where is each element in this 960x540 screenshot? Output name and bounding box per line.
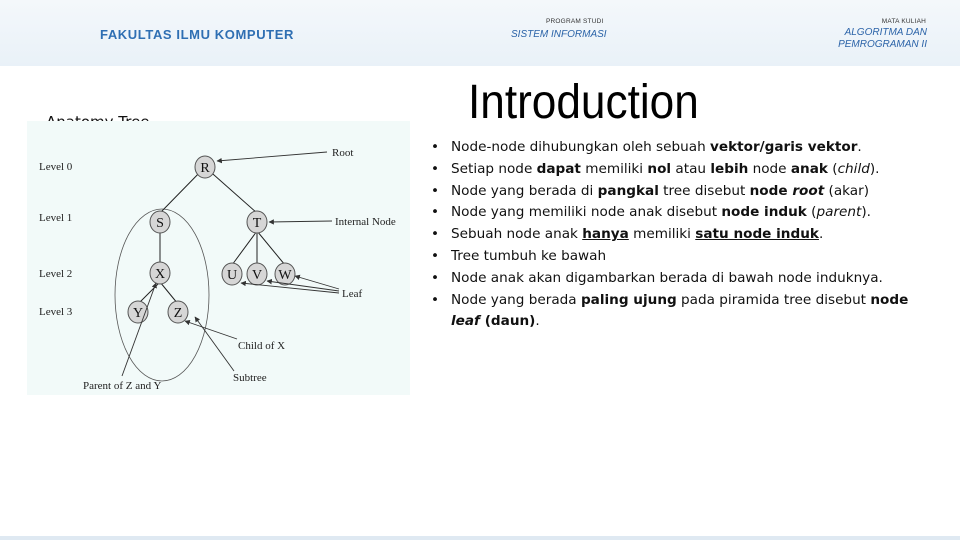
node-r-letter: R [200, 161, 210, 176]
bullet-text-segment: Node anak akan digambarkan berada di bawah node induknya. [451, 269, 883, 286]
bullet-text-segment: memiliki [628, 226, 696, 243]
level-2-label: Level 2 [39, 268, 73, 280]
bullet-text-segment: Node yang berada di [451, 182, 598, 199]
bullet-text-segment: pangkal [597, 182, 659, 199]
root-annotation: Root [332, 147, 354, 159]
course-label: MATA KULIAH [881, 18, 926, 25]
bullet-text-segment: . [818, 226, 824, 243]
program-value: SISTEM INFORMASI [511, 29, 607, 40]
bullet-text-segment: Sebuah node anak [451, 226, 583, 243]
bullet-text-segment: root [792, 182, 825, 199]
bullet-text-segment: hanya [582, 226, 629, 243]
bullet-dot: • [431, 269, 440, 286]
course-value [787, 27, 927, 51]
bullet-text-segment: Tree tumbuh ke bawah [451, 247, 607, 264]
bullet-text-segment: node [748, 160, 791, 177]
bullet-text-segment: Setiap node [451, 160, 537, 177]
bullet-dot: • [431, 226, 440, 243]
bullet-text-segment: node [749, 182, 793, 199]
bullet-dot: • [431, 291, 440, 308]
bullet-dot: • [431, 160, 440, 177]
course-value-line-1: ALGORITMA DAN [844, 27, 927, 38]
bullet-text-segment: atau [671, 160, 711, 177]
course-value-line-2: PEMROGRAMAN II [838, 39, 927, 50]
node-w-letter: W [278, 268, 292, 283]
bullet-text-segment: (daun) [479, 313, 536, 330]
node-x-letter: X [154, 267, 166, 282]
bullet-dot: • [431, 204, 440, 221]
bullet-text-segment: satu node induk [695, 226, 819, 243]
diagram-background [27, 121, 410, 395]
bullet-text-segment: vektor/garis vektor [710, 139, 858, 155]
bottom-border [0, 536, 960, 540]
node-t-letter: T [252, 216, 262, 231]
bullet-text-segment: node [870, 291, 909, 308]
slide-header [0, 0, 960, 66]
bullet-text-segment: memiliki [580, 160, 648, 177]
bullet-list [431, 137, 941, 333]
bullet-text-segment: paling ujung [580, 291, 677, 308]
level-1-label: Level 1 [39, 212, 73, 224]
bullet-dot: • [431, 247, 440, 264]
parent-annotation: Parent of Z and Y [83, 380, 162, 392]
level-0-label: Level 0 [39, 161, 73, 173]
program-label: PROGRAM STUDI [546, 18, 604, 25]
bullet-text-segment: dapat [536, 160, 581, 177]
level-3-label: Level 3 [39, 306, 73, 318]
bullet-text-segment: ). [869, 160, 880, 177]
node-s-letter: S [156, 216, 164, 231]
bullet-item [431, 268, 941, 290]
bullet-text-segment: Node-node dihubungkan oleh sebuah [451, 139, 711, 155]
bullet-text-segment: anak [790, 160, 828, 177]
bullet-text-segment: lebih [710, 160, 749, 177]
bullet-text-segment: nol [647, 160, 672, 177]
bullet-text-segment: node induk [721, 204, 807, 221]
bullet-text-segment: parent [816, 204, 862, 221]
leaf-annotation: Leaf [342, 288, 363, 300]
bullet-text-segment: . [535, 313, 540, 330]
bullet-item [431, 159, 941, 181]
bullet-text-segment: leaf [451, 313, 480, 330]
internal-node-annotation: Internal Node [335, 216, 396, 228]
subtree-annotation: Subtree [233, 372, 267, 384]
bullet-item [431, 224, 941, 246]
bullet-text-segment: ( [806, 204, 817, 221]
bullet-item [431, 137, 941, 159]
node-z-letter: Z [173, 306, 183, 321]
bullet-text-segment: tree disebut [658, 182, 750, 199]
bullet-text-segment: ( [827, 160, 838, 177]
node-u-letter: U [226, 268, 238, 283]
bullet-text-segment: . [857, 139, 862, 155]
bullet-item [431, 202, 941, 224]
node-y-letter: Y [132, 306, 144, 321]
child-of-x-annotation: Child of X [238, 340, 286, 352]
bullet-dot: • [431, 139, 440, 155]
node-v-letter: V [251, 268, 263, 283]
faculty-name: FAKULTAS ILMU KOMPUTER [100, 27, 294, 42]
bullet-item [431, 181, 941, 203]
bullet-text-segment: pada piramida tree disebut [676, 291, 871, 308]
bullet-dot: • [431, 182, 440, 199]
bullet-text-segment: ). [861, 204, 871, 221]
bullet-item [431, 290, 941, 334]
bullet-item [431, 246, 941, 268]
bullet-text-segment: child [837, 160, 870, 177]
bullet-text-segment: Node yang memiliki node anak disebut [451, 204, 722, 221]
bullet-text-segment: Node yang berada [451, 291, 581, 308]
slide-title: Introduction [468, 76, 699, 129]
anatomy-tree-diagram [27, 121, 410, 395]
bullet-text-segment: (akar) [824, 182, 870, 199]
